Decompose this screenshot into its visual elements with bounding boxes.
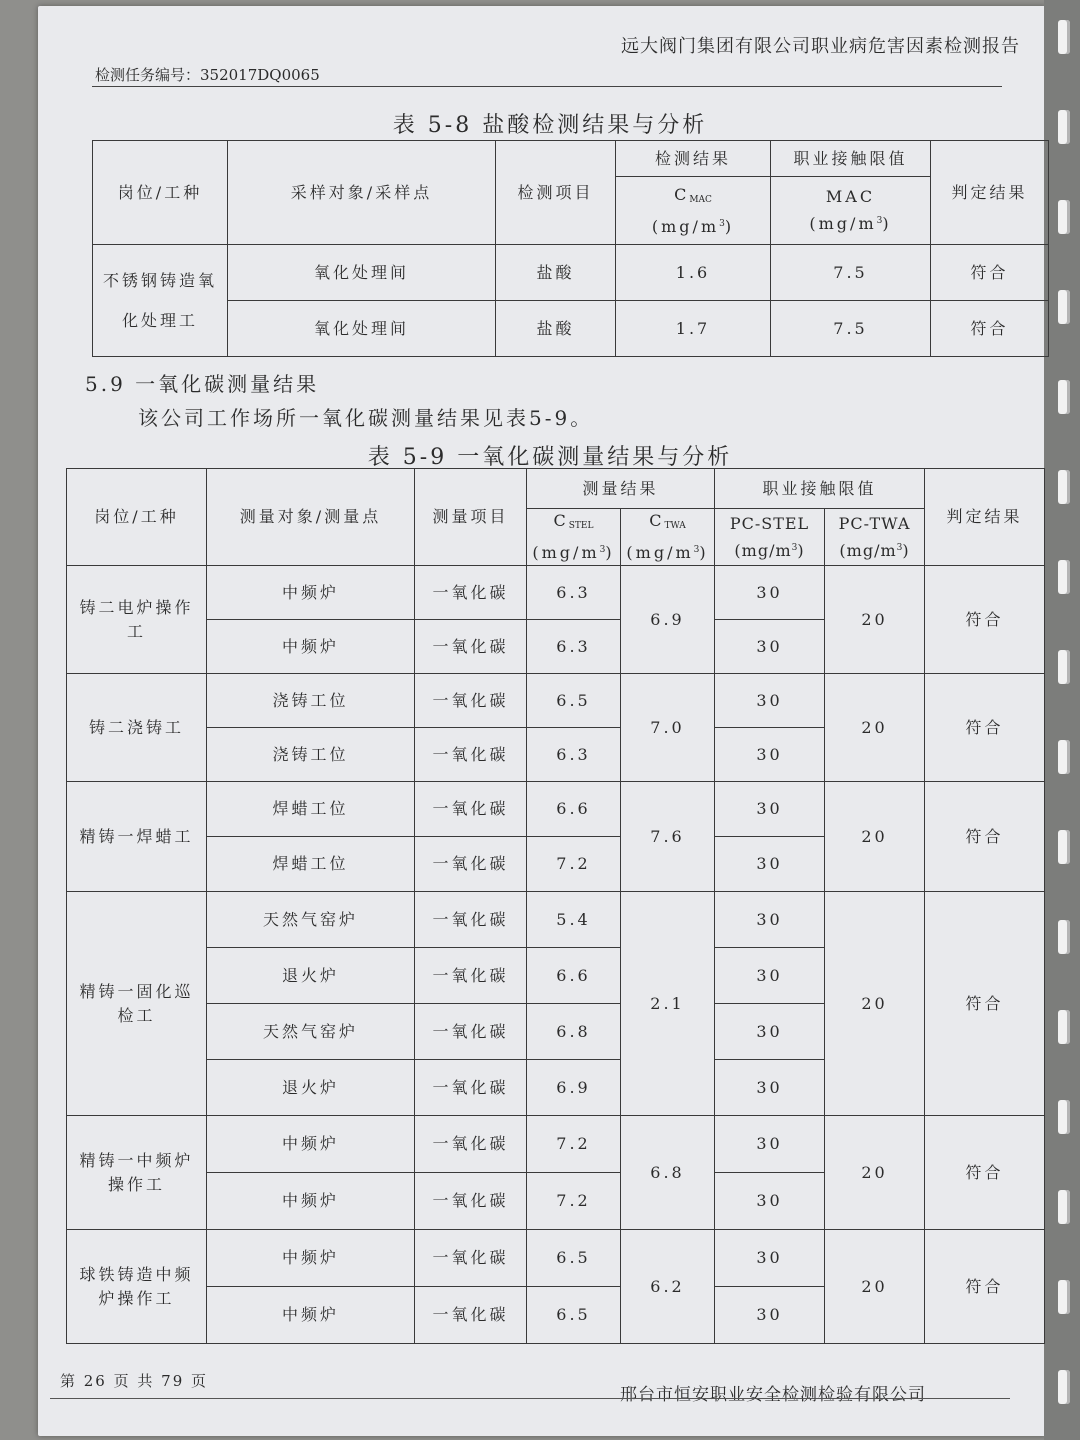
cstel-cell: 6.5 bbox=[527, 674, 621, 728]
cstel-cell: 6.5 bbox=[527, 1287, 621, 1344]
table-row bbox=[67, 566, 1045, 620]
pcstel-cell: 30 bbox=[715, 837, 825, 892]
binding-ring bbox=[1058, 1190, 1070, 1224]
binding-ring bbox=[1058, 740, 1070, 774]
pctwa-cell: 20 bbox=[825, 1230, 925, 1344]
pctwa-cell: 20 bbox=[825, 1116, 925, 1230]
point-cell: 中频炉 bbox=[207, 566, 415, 620]
post-cell: 精铸一中频炉操作工 bbox=[67, 1116, 207, 1230]
header-cell-mac bbox=[771, 177, 931, 245]
pcstel-cell: 30 bbox=[715, 620, 825, 674]
header-symbol: C bbox=[674, 184, 690, 204]
ctwa-cell: 6.2 bbox=[621, 1230, 715, 1344]
cstel-cell: 6.6 bbox=[527, 948, 621, 1004]
cstel-cell: 6.5 bbox=[527, 1230, 621, 1287]
header-superscript: 3 bbox=[599, 545, 606, 555]
header-unit: (mg/m bbox=[839, 540, 897, 560]
table-5-8-caption: 表 5-8 盐酸检测结果与分析 bbox=[392, 113, 708, 138]
page-number: 第 26 页 共 79 页 bbox=[60, 1372, 209, 1390]
point-cell: 焊蜡工位 bbox=[207, 837, 415, 892]
ctwa-cell: 7.0 bbox=[621, 674, 715, 782]
point-cell: 中频炉 bbox=[207, 1287, 415, 1344]
ctwa-cell: 2.1 bbox=[621, 892, 715, 1116]
item-cell: 一氧化碳 bbox=[415, 1173, 527, 1230]
spiral-binding bbox=[1044, 0, 1080, 1440]
pcstel-cell: 30 bbox=[715, 1004, 825, 1060]
judge-cell: 符合 bbox=[925, 1230, 1045, 1344]
item-cell: 一氧化碳 bbox=[415, 1230, 527, 1287]
pcstel-cell: 30 bbox=[715, 1060, 825, 1116]
item-cell: 盐酸 bbox=[496, 301, 616, 357]
header-cell: 岗位/工种 bbox=[67, 469, 207, 566]
item-cell: 一氧化碳 bbox=[415, 728, 527, 782]
header-cell-cmac bbox=[616, 177, 771, 245]
header-superscript: 3 bbox=[719, 218, 725, 229]
table-5-9 bbox=[66, 468, 1045, 1344]
binding-ring bbox=[1058, 290, 1070, 324]
mac-cell: 7.5 bbox=[771, 245, 931, 301]
table-row bbox=[67, 1230, 1045, 1287]
cstel-cell: 6.3 bbox=[527, 728, 621, 782]
header-unit-close: ) bbox=[699, 543, 709, 562]
pcstel-cell: 30 bbox=[715, 782, 825, 837]
post-cell: 球铁铸造中频炉操作工 bbox=[67, 1230, 207, 1344]
binding-ring bbox=[1058, 470, 1070, 504]
item-cell: 一氧化碳 bbox=[415, 1116, 527, 1173]
cmac-cell: 1.6 bbox=[616, 245, 771, 301]
judge-cell: 符合 bbox=[925, 782, 1045, 892]
cstel-cell: 6.3 bbox=[527, 620, 621, 674]
post-cell: 铸二电炉操作工 bbox=[67, 566, 207, 674]
binding-ring bbox=[1058, 1370, 1070, 1404]
header-unit-close: ) bbox=[882, 214, 892, 233]
pcstel-cell: 30 bbox=[715, 1173, 825, 1230]
header-unit-close: ) bbox=[902, 540, 910, 560]
item-cell: 一氧化碳 bbox=[415, 892, 527, 948]
point-cell: 焊蜡工位 bbox=[207, 782, 415, 837]
pcstel-cell: 30 bbox=[715, 892, 825, 948]
header-cell-cstel bbox=[527, 509, 621, 566]
header-symbol: PC-STEL bbox=[729, 513, 810, 533]
binding-ring bbox=[1058, 110, 1070, 144]
table-5-8 bbox=[92, 140, 1049, 357]
table-row bbox=[93, 301, 1049, 357]
header-unit: (mg/m bbox=[626, 543, 694, 562]
point-cell: 浇铸工位 bbox=[207, 728, 415, 782]
header-unit: (mg/m bbox=[809, 214, 877, 233]
cstel-cell: 6.3 bbox=[527, 566, 621, 620]
binding-ring bbox=[1058, 1010, 1070, 1044]
pcstel-cell: 30 bbox=[715, 1116, 825, 1173]
judge-cell: 符合 bbox=[925, 892, 1045, 1116]
pcstel-cell: 30 bbox=[715, 1287, 825, 1344]
header-cell-ctwa bbox=[621, 509, 715, 566]
header-unit-close: ) bbox=[724, 216, 735, 236]
point-cell: 中频炉 bbox=[207, 1173, 415, 1230]
pctwa-cell: 20 bbox=[825, 566, 925, 674]
header-subscript: STEL bbox=[568, 521, 594, 531]
sample-cell: 氧化处理间 bbox=[228, 301, 496, 357]
point-cell: 中频炉 bbox=[207, 620, 415, 674]
footer-divider bbox=[50, 1398, 1010, 1399]
pcstel-cell: 30 bbox=[715, 948, 825, 1004]
item-cell: 一氧化碳 bbox=[415, 1060, 527, 1116]
ctwa-cell: 6.9 bbox=[621, 566, 715, 674]
pctwa-cell: 20 bbox=[825, 674, 925, 782]
post-cell: 不锈钢铸造氧化处理工 bbox=[93, 245, 228, 357]
point-cell: 天然气窑炉 bbox=[207, 892, 415, 948]
pcstel-cell: 30 bbox=[715, 1230, 825, 1287]
header-cell-pctwa bbox=[825, 509, 925, 566]
point-cell: 天然气窑炉 bbox=[207, 1004, 415, 1060]
header-unit: (mg/m bbox=[532, 543, 600, 562]
section-heading: 5.9 一氧化碳测量结果 bbox=[85, 372, 320, 396]
judge-cell: 符合 bbox=[925, 566, 1045, 674]
header-unit-close: ) bbox=[605, 543, 615, 562]
binding-ring bbox=[1058, 650, 1070, 684]
header-unit: (mg/m bbox=[734, 540, 792, 560]
header-subscript: MAC bbox=[689, 194, 712, 205]
pctwa-cell: 20 bbox=[825, 782, 925, 892]
task-number: 检测任务编号：352017DQ0065 bbox=[95, 66, 320, 84]
header-divider bbox=[92, 86, 1002, 87]
point-cell: 中频炉 bbox=[207, 1230, 415, 1287]
header-cell: 检测结果 bbox=[616, 141, 771, 177]
item-cell: 一氧化碳 bbox=[415, 566, 527, 620]
table-row bbox=[67, 1116, 1045, 1173]
pcstel-cell: 30 bbox=[715, 566, 825, 620]
pcstel-cell: 30 bbox=[715, 728, 825, 782]
header-cell: 测量项目 bbox=[415, 469, 527, 566]
header-cell-pcstel bbox=[715, 509, 825, 566]
judge-cell: 符合 bbox=[931, 245, 1049, 301]
header-symbol: C bbox=[553, 511, 569, 530]
judge-cell: 符合 bbox=[925, 674, 1045, 782]
binding-ring bbox=[1058, 1280, 1070, 1314]
header-superscript: 3 bbox=[693, 545, 700, 555]
header-cell: 测量结果 bbox=[527, 469, 715, 509]
item-cell: 一氧化碳 bbox=[415, 1004, 527, 1060]
binding-ring bbox=[1058, 380, 1070, 414]
cstel-cell: 6.6 bbox=[527, 782, 621, 837]
judge-cell: 符合 bbox=[925, 1116, 1045, 1230]
header-superscript: 3 bbox=[896, 542, 903, 553]
item-cell: 一氧化碳 bbox=[415, 948, 527, 1004]
header-cell: 采样对象/采样点 bbox=[228, 141, 496, 245]
header-cell: 测量对象/测量点 bbox=[207, 469, 415, 566]
header-unit: (mg/m bbox=[651, 216, 720, 236]
ctwa-cell: 6.8 bbox=[621, 1116, 715, 1230]
sample-cell: 氧化处理间 bbox=[228, 245, 496, 301]
binding-ring bbox=[1058, 560, 1070, 594]
header-cell: 岗位/工种 bbox=[93, 141, 228, 245]
cstel-cell: 7.2 bbox=[527, 837, 621, 892]
header-symbol: C bbox=[649, 511, 665, 530]
header-superscript: 3 bbox=[791, 542, 798, 553]
post-cell: 铸二浇铸工 bbox=[67, 674, 207, 782]
header-symbol: MAC bbox=[825, 187, 876, 206]
footer-company: 邢台市恒安职业安全检测检验有限公司 bbox=[620, 1385, 926, 1405]
cstel-cell: 7.2 bbox=[527, 1116, 621, 1173]
item-cell: 一氧化碳 bbox=[415, 674, 527, 728]
item-cell: 盐酸 bbox=[496, 245, 616, 301]
item-cell: 一氧化碳 bbox=[415, 1287, 527, 1344]
table-row bbox=[67, 674, 1045, 728]
cstel-cell: 6.9 bbox=[527, 1060, 621, 1116]
header-cell: 判定结果 bbox=[925, 469, 1045, 566]
table-row bbox=[67, 892, 1045, 948]
item-cell: 一氧化碳 bbox=[415, 620, 527, 674]
point-cell: 浇铸工位 bbox=[207, 674, 415, 728]
binding-ring bbox=[1058, 1100, 1070, 1134]
header-symbol: PC-TWA bbox=[838, 513, 911, 533]
header-cell: 职业接触限值 bbox=[771, 141, 931, 177]
point-cell: 退火炉 bbox=[207, 948, 415, 1004]
item-cell: 一氧化碳 bbox=[415, 837, 527, 892]
table-row bbox=[67, 782, 1045, 837]
binding-ring bbox=[1058, 200, 1070, 234]
binding-ring bbox=[1058, 920, 1070, 954]
cstel-cell: 7.2 bbox=[527, 1173, 621, 1230]
report-title: 远大阀门集团有限公司职业病危害因素检测报告 bbox=[621, 36, 1020, 57]
cmac-cell: 1.7 bbox=[616, 301, 771, 357]
table-row bbox=[93, 245, 1049, 301]
item-cell: 一氧化碳 bbox=[415, 782, 527, 837]
binding-ring bbox=[1058, 20, 1070, 54]
ctwa-cell: 7.6 bbox=[621, 782, 715, 892]
header-superscript: 3 bbox=[876, 216, 883, 226]
pctwa-cell: 20 bbox=[825, 892, 925, 1116]
table-5-9-caption: 表 5-9 一氧化碳测量结果与分析 bbox=[367, 445, 733, 470]
judge-cell: 符合 bbox=[931, 301, 1049, 357]
binding-ring bbox=[1058, 830, 1070, 864]
post-cell: 精铸一焊蜡工 bbox=[67, 782, 207, 892]
point-cell: 退火炉 bbox=[207, 1060, 415, 1116]
section-paragraph: 该公司工作场所一氧化碳测量结果见表5-9。 bbox=[138, 406, 594, 430]
cstel-cell: 5.4 bbox=[527, 892, 621, 948]
mac-cell: 7.5 bbox=[771, 301, 931, 357]
cstel-cell: 6.8 bbox=[527, 1004, 621, 1060]
header-unit-close: ) bbox=[797, 540, 805, 560]
point-cell: 中频炉 bbox=[207, 1116, 415, 1173]
header-cell: 判定结果 bbox=[931, 141, 1049, 245]
pcstel-cell: 30 bbox=[715, 674, 825, 728]
post-cell: 精铸一固化巡检工 bbox=[67, 892, 207, 1116]
header-subscript: TWA bbox=[664, 521, 686, 531]
header-cell: 检测项目 bbox=[496, 141, 616, 245]
header-cell: 职业接触限值 bbox=[715, 469, 925, 509]
